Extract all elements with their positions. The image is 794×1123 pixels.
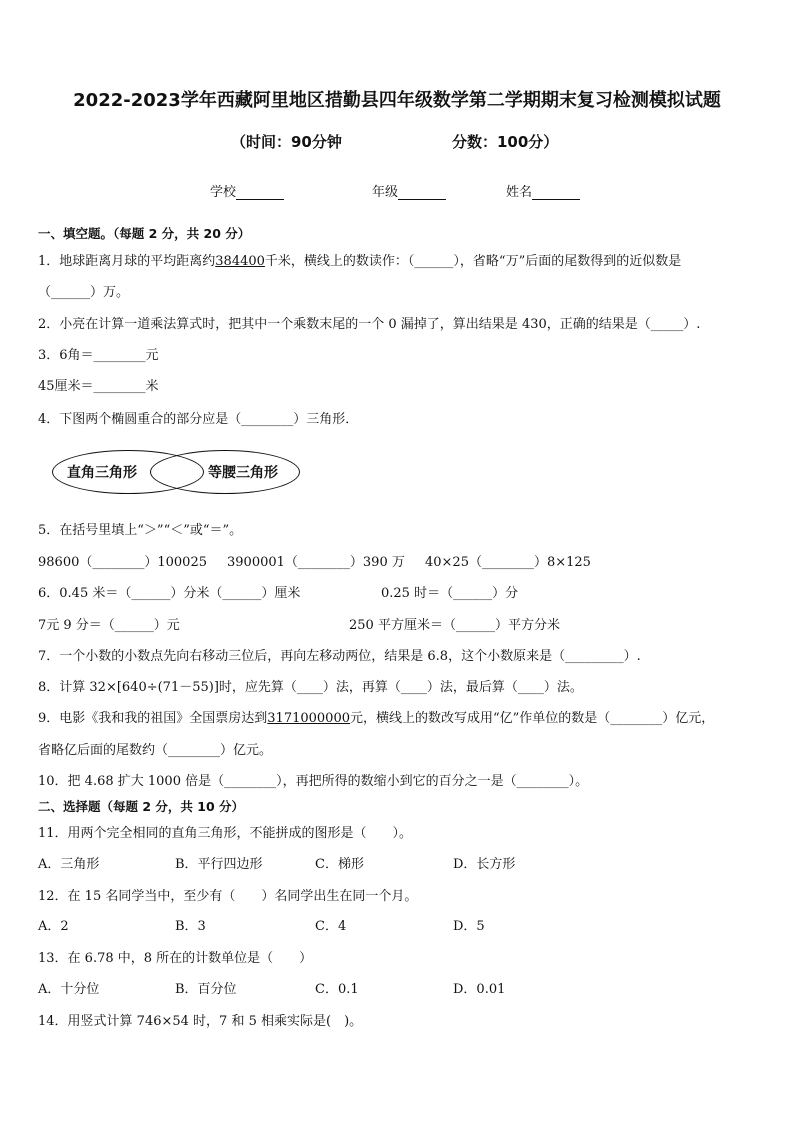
question-3-line-2: 45厘米＝________米 (38, 379, 159, 394)
question-13-option-a: A．十分位 (38, 982, 100, 997)
name-label: 姓名 (506, 185, 533, 200)
question-5-part-c: 40×25（________）8×125 (425, 555, 591, 570)
question-1-text: 1．地球距离月球的平均距离约 (38, 254, 216, 269)
question-12-option-d: D．5 (453, 919, 485, 934)
grade-field (372, 181, 446, 200)
exam-score: 分数：100分） (452, 133, 559, 151)
question-14: 14．用竖式计算 746×54 时，7 和 5 相乘实际是( )。 (38, 1014, 363, 1029)
ellipse-right-label: 等腰三角形 (208, 465, 278, 481)
question-10: 10．把 4.68 扩大 1000 倍是（________），再把所得的数缩小到它的百分之一是（________）。 (38, 774, 589, 789)
question-11-option-d: D．长方形 (453, 857, 516, 872)
question-12-option-c: C．4 (315, 919, 347, 934)
question-5: 5．在括号里填上“＞”“＜”或“＝”。 (38, 523, 243, 538)
question-9-line-2: 省略亿后面的尾数约（________）亿元。 (38, 743, 273, 758)
question-1-text-end: 千米，横线上的数读作：（______），省略“万”后面的尾数得到的近似数是 (264, 254, 682, 269)
question-7: 7．一个小数的小数点先向右移动三位后，再向左移动两位，结果是 6.8，这个小数原来是（_________）. (38, 649, 641, 664)
question-11-option-a: A．三角形 (38, 857, 100, 872)
question-13-option-b: B．百分位 (175, 982, 237, 997)
question-6-part-c: 7元 9 分＝（______）元 (38, 618, 180, 633)
question-1-line-2: （______）万。 (38, 285, 130, 300)
school-field (210, 181, 284, 200)
grade-label: 年级 (372, 185, 399, 200)
question-3-line-1: 3．6角＝________元 (38, 348, 159, 363)
question-9-number: 3171000000 (267, 711, 350, 726)
question-8: 8．计算 32×[640÷(71－55)]时，应先算（____）法，再算（____）法，最后算（____）法。 (38, 680, 583, 695)
question-11: 11．用两个完全相同的直角三角形，不能拼成的图形是（ ）。 (38, 826, 413, 841)
name-field (506, 181, 580, 200)
question-9-text: 9．电影《我和我的祖国》全国票房达到 (38, 711, 268, 726)
question-11-option-c: C．梯形 (315, 857, 364, 872)
question-11-option-b: B．平行四边形 (175, 857, 263, 872)
ellipse-left-label: 直角三角形 (67, 465, 137, 481)
exam-time: （时间：90分钟 (231, 133, 342, 151)
question-5-part-b: 3900001（________）390 万 (227, 555, 405, 570)
question-6-part-b: 0.25 时＝（______）分 (381, 586, 519, 601)
grade-blank (398, 185, 446, 200)
question-12-option-a: A．2 (38, 919, 69, 934)
question-2: 2．小亮在计算一道乘法算式时，把其中一个乘数末尾的一个 0 漏掉了，算出结果是 430，正确的结果是（_____）. (38, 317, 701, 332)
question-1-line-1 (38, 250, 681, 269)
question-13: 13．在 6.78 中，8 所在的计数单位是（ ） (38, 951, 313, 966)
question-4: 4．下图两个椭圆重合的部分应是（________）三角形． (38, 412, 359, 427)
exam-title: 2022-2023学年西藏阿里地区措勤县四年级数学第二学期期末复习检测模拟试题 (73, 90, 721, 111)
question-6-part-a: 6．0.45 米＝（______）分米（______）厘米 (38, 586, 301, 601)
question-12-option-b: B．3 (175, 919, 206, 934)
question-13-option-d: D．0.01 (453, 982, 506, 997)
question-9-text-end: 元，横线上的数改写成用“亿”作单位的数是（________）亿元， (350, 711, 715, 726)
question-12: 12．在 15 名同学当中，至少有（ ）名同学出生在同一个月。 (38, 889, 418, 904)
section-1-heading: 一、填空题。（每题 2 分，共 20 分） (38, 226, 251, 241)
name-blank (532, 185, 580, 200)
question-5-part-a: 98600（________）100025 (38, 555, 207, 570)
section-2-heading: 二、选择题（每题 2 分，共 10 分） (38, 799, 245, 814)
question-1-number: 384400 (215, 254, 265, 269)
question-13-option-c: C．0.1 (315, 982, 359, 997)
question-9-line-1 (38, 707, 714, 726)
question-6-part-d: 250 平方厘米＝（______）平方分米 (349, 618, 560, 633)
school-label: 学校 (210, 185, 237, 200)
school-blank (236, 185, 284, 200)
